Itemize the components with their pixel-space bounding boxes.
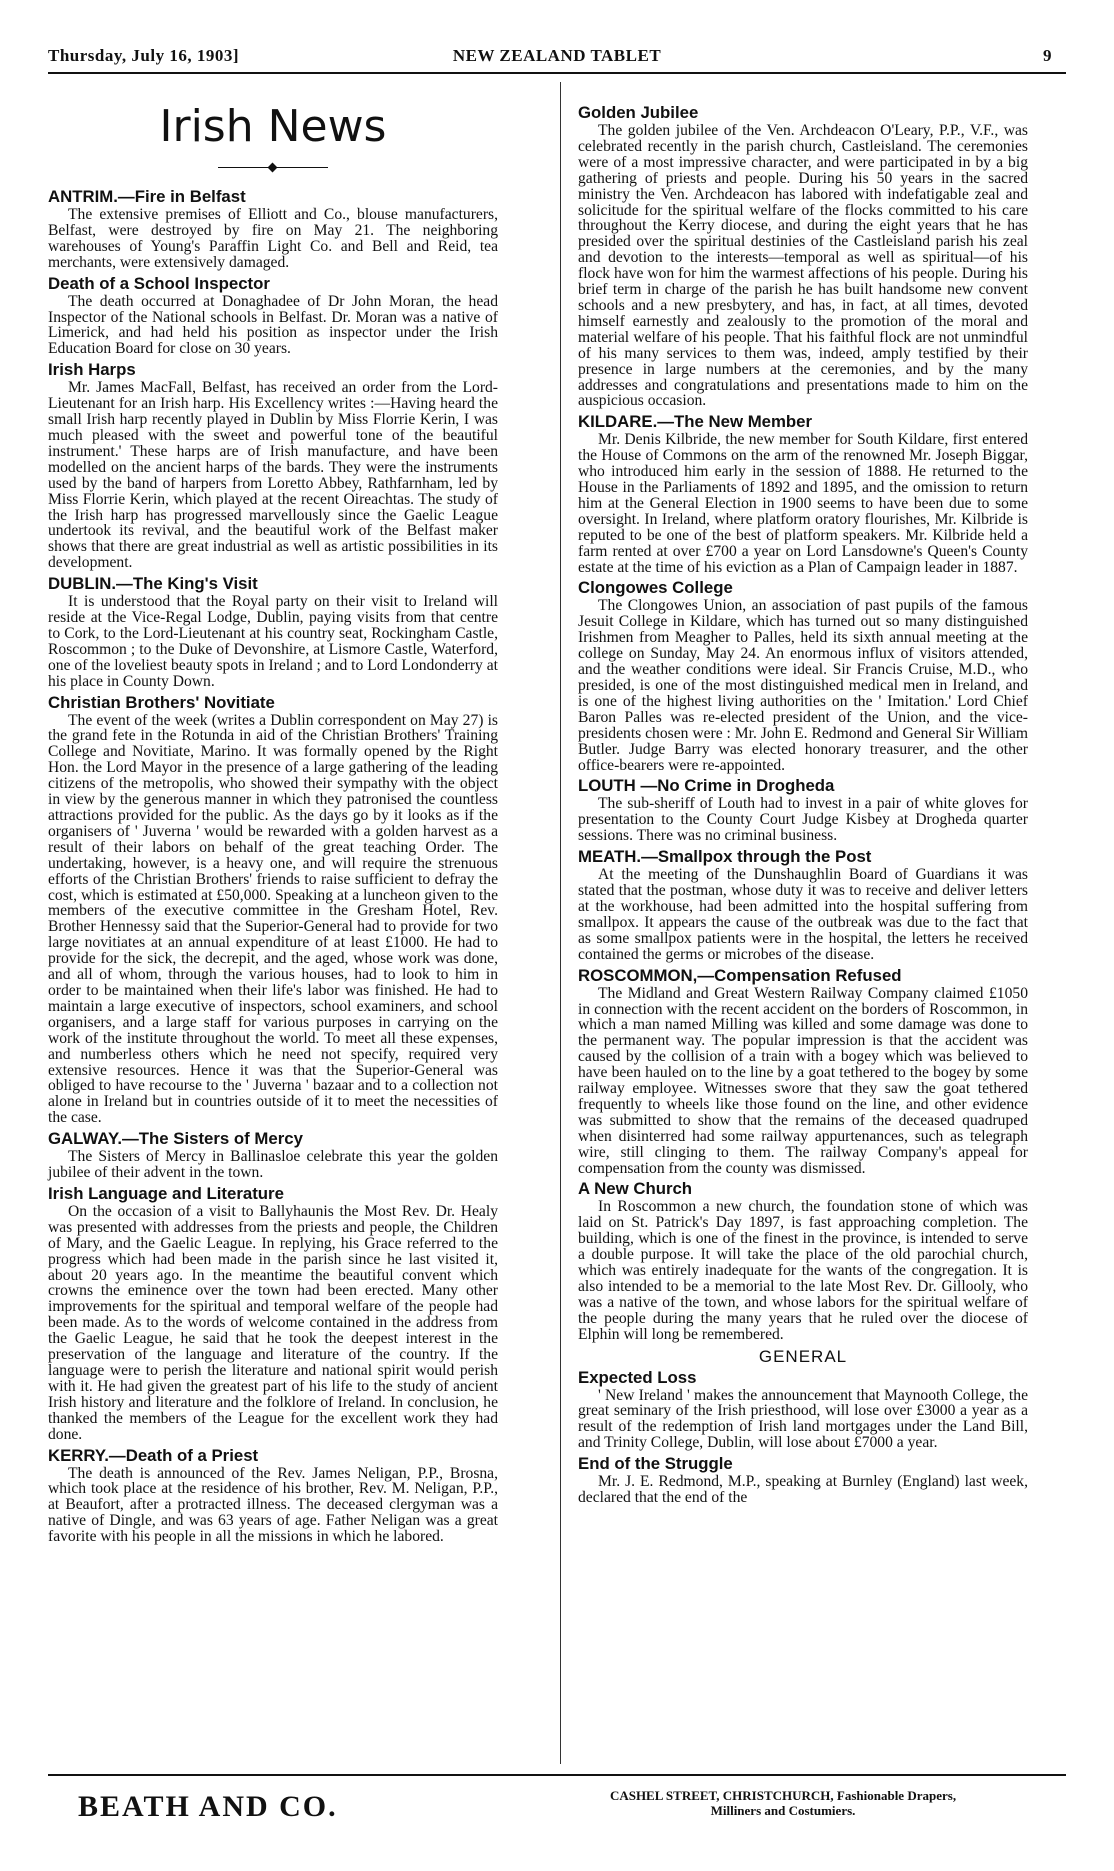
page-number: 9 (1043, 46, 1052, 65)
article-heading: DUBLIN.—The King's Visit (48, 574, 258, 594)
article-body: At the meeting of the Dunshaughlin Board of Guardians it was stated that the postman, whose duty it was to receive and deliver letters at the workhouse, had been admitted into the hospital suffering from smallpox. It appears the cause of the outbreak was due to the fact that as some smallpox patients were in the hospital, the letters he received contained the germs or microbes of the disease. (578, 866, 1028, 963)
footer-rule (48, 1774, 1066, 1776)
article-heading: GALWAY.—The Sisters of Mercy (48, 1129, 303, 1149)
article-heading: ROSCOMMON,—Compensation Refused (578, 965, 902, 985)
article-heading: KERRY.—Death of a Priest (48, 1445, 259, 1465)
article (48, 575, 498, 689)
article (48, 1130, 498, 1181)
article (578, 1369, 1028, 1452)
issue-date: Thursday, July 16, 1903] (48, 46, 240, 65)
article (48, 361, 498, 571)
article-heading: End of the Struggle (578, 1454, 733, 1474)
column-divider (560, 82, 561, 1764)
article (578, 777, 1028, 844)
article-heading: A New Church (578, 1179, 693, 1199)
article (48, 1447, 498, 1546)
article (578, 104, 1028, 409)
left-column (48, 82, 498, 1545)
article-body: It is understood that the Royal party on their visit to Ireland will reside at the Vice-Regal Lodge, Dublin, paying visits from that centre to Cork, to the Lord-Lieutenant at his country seat, Rockingham Castle, Roscommon ; to the Duke of Devonshire, at Lismore Castle, Waterford, one of the loveliest beauty spots in Ireland ; and to Lord Londonderry at his place in County Down. (48, 593, 498, 690)
article-heading: LOUTH —No Crime in Drogheda (578, 776, 835, 796)
article-body: Mr. Denis Kilbride, the new member for South Kildare, first entered the House of Commons on the arm of the renowned Mr. Joseph Biggar, who introduced him early in the session of 1888. He returned to the House in the Parliaments of 1892 and 1895, and the omission to return him at the General Election in 1900 seems to have been due to some oversight. In Ireland, where platform oratory flourishes, Mr. Kilbride is reputed to be one of the best of platform speakers. Mr. Kilbride held a farm rented at over £700 a year on Lord Lansdowne's Queen's County estate at the time of his eviction as a Plan of Campaign leader in 1887. (578, 431, 1028, 576)
article-heading: Expected Loss (578, 1367, 697, 1387)
article (48, 1185, 498, 1443)
article-heading: ANTRIM.—Fire in Belfast (48, 187, 246, 206)
article-body: The Clongowes Union, an association of past pupils of the famous Jesuit College in Kildare, which has turned out so many distinguished Irishmen from Meagher to Palles, held its sixth annual meeting at the college on Sunday, May 24. An enormous influx of visitors attended, and the weather conditions were ideal. Sir Francis Cruise, M.D., who presided, is one of the most distinguished medical men in Ireland, and is one of the highest living authorities on the ' Imitation.' Lord Chief Baron Palles was re-elected president of the Union, and the vice-presidents chosen were : Mr. John E. Redmond and General Sir William Butler. Judge Barry was elected honorary treasurer, and the other office-bearers were re-appointed. (578, 597, 1028, 774)
article (48, 275, 498, 358)
article (578, 1180, 1028, 1342)
article (48, 188, 498, 271)
publication-title: NEW ZEALAND TABLET (452, 46, 662, 65)
article (578, 1455, 1028, 1506)
address-line: CASHEL STREET, CHRISTCHURCH, Fashionable Drapers, (609, 1788, 957, 1803)
article (578, 848, 1028, 962)
footer-advertisement (48, 1782, 1066, 1832)
article-body: On the occasion of a visit to Ballyhaunis the Most Rev. Dr. Healy was presented with addresses from the priests and people, the Children of Mary, and the Gaelic League. In replying, his Grace referred to the progress which had been made in the parish since he last visited it, about 20 years ago. In the meantime the beautiful convent which crowns the eminence over the town had been erected. Many other improvements for the spiritual and temporal welfare of the people had been made. As to the words of welcome contained in the address from the Gaelic League, he said that he took the deepest interest in the preservation of the language and literature of the country. If the language were to perish the literature and national spirit would perish with it. He had given the greatest part of his life to the study of ancient Irish history and literature and the folklore of Ireland. In conclusion, he thanked the members of the League for the excellent work they had done. (48, 1202, 498, 1443)
article-body: ' New Ireland ' makes the announcement that Maynooth College, the great seminary of the Irish priesthood, will lose over £3000 a year as a result of the redemption of Irish land mortgages under the Land Bill, and Trinity College, Dublin, will lose about £7000 a year. (578, 1386, 1028, 1452)
article-body: The death occurred at Donaghadee of Dr John Moran, the head Inspector of the National schools in Belfast. Dr. Moran was a native of Limerick, and had held his position as inspector under the Irish Education Board for close on 30 years. (48, 292, 498, 358)
advertiser-address (528, 1788, 1038, 1818)
article-body: The Midland and Great Western Railway Company claimed £1050 in connection with the recent accident on the borders of Roscommon, in which a man named Milling was killed and some damage was done to the permanent way. The popular impression is that the accident was caused by the collision of a train with a bogey which was believed to have been hauled on to the line by a goat tethered to the bogey by some railway employee. Witnesses swore that they saw the goat tethered frequently to wheels like those found on the line, and other evidence was submitted to show that the remains of the deceased quadruped when disinterred had some railway appurtenances, such as telegraph wire, still clinging to them. The railway Company's appeal for compensation from the county was dismissed. (578, 984, 1028, 1177)
right-column (578, 100, 1028, 1506)
article-body: Mr. James MacFall, Belfast, has received an order from the Lord-Lieutenant for an Irish harp. His Excellency writes :—Having heard the small Irish harp recently played in Dublin by Miss Florrie Kerin, I was much pleased with the sweet and powerful tone of the beautiful instrument.' These harps are of Irish manufacture, and have been modelled on the ancient harps of the bards. They were the instruments used by the band of harpers from Loretto Abbey, Rathfarnham, led by Miss Florrie Kerin, which played at the recent Oireachtas. The study of the Irish harp has progressed marvellously since the Gaelic League undertook its revival, and the beautiful work of the Belfast maker shows that there are great industrial as well as artistic possibilities in its development. (48, 379, 498, 572)
article (578, 579, 1028, 773)
article-body: The extensive premises of Elliott and Co., blouse manufacturers, Belfast, were destroyed by fire on May 21. The neighboring warehouses of Young's Paraffin Light Co. and Bell and Reid, tea merchants, were extensively damaged. (48, 206, 498, 271)
article (578, 967, 1028, 1177)
title-ornament (218, 162, 328, 174)
page-title: Irish News (159, 101, 387, 152)
header-rule (48, 72, 1066, 74)
article (578, 413, 1028, 575)
article-heading: Death of a School Inspector (48, 273, 270, 293)
article-body: Mr. J. E. Redmond, M.P., speaking at Burnley (England) last week, declared that the end of the (578, 1473, 1028, 1507)
page-header (48, 44, 1066, 72)
section-heading-general: GENERAL (758, 1346, 848, 1366)
article-body: The Sisters of Mercy in Ballinasloe celebrate this year the golden jubilee of their advent in the town. (48, 1148, 498, 1182)
article-heading: Christian Brothers' Novitiate (48, 692, 275, 712)
article-body: The event of the week (writes a Dublin correspondent on May 27) is the grand fete in the Rotunda in aid of the Christian Brothers' Training College and Novitiate, Marino. It was formally opened by the Right Hon. the Lord Mayor in the presence of a large gathering of the leading citizens of the metropolis, who showed their sympathy with the object in view by the generous manner in which they patronised the countless attractions provided for the public. As the days go by it looks as if the organisers of ' Juverna ' would be rewarded with a golden harvest as a result of their labors on behalf of the great teaching Order. The undertaking, however, is a heavy one, and will require the strenuous efforts of the Christian Brothers' friends to raise sufficient to defray the cost, which is estimated at £50,000. Speaking at a luncheon given to the members of the executive committee in the Gresham Hotel, Rev. Brother Hennessy said that the Superior-General had to provide for two large novitiates at an annual expenditure of at least £1000. He had to provide for the sick, the decrepit, and the aged, whose work was done, and all of whom, through the various houses, had to look to him in order to be maintained when their life's labor was finished. He had to maintain a large executive of inspectors, school examiners, and school organisers, and a large staff for various purposes in carrying on the work of the institute throughout the world. To meet all these expenses, and numberless others which he need not specify, required very extensive resources. Hence it was that the Superior-General was obliged to have recourse to the ' Juverna ' bazaar and to a collection not alone in Ireland but in countries outside of it to meet the necessities of the case. (48, 711, 498, 1127)
address-line: Milliners and Costumiers. (710, 1803, 856, 1818)
article-body: The death is announced of the Rev. James Neligan, P.P., Brosna, which took place at the residence of his brother, Rev. M. Neligan, P.P., at Beaufort, after a protracted illness. The deceased clergyman was a native of Dingle, and was 63 years of age. Father Neligan was a great favorite with his people in all the missions in which he labored. (48, 1464, 498, 1546)
article-heading: Irish Harps (48, 360, 136, 380)
article-heading: Golden Jubilee (578, 103, 699, 122)
advertiser-name: BEATH AND CO. (78, 1790, 338, 1823)
article-heading: Irish Language and Literature (48, 1183, 284, 1203)
article (48, 694, 498, 1127)
article-body: In Roscommon a new church, the foundation stone of which was laid on St. Patrick's Day 1897, is fast approaching completion. The building, which is one of the finest in the province, is intended to serve a double purpose. It will take the place of the old parochial church, which was entirely inadequate for the wants of the congregation. It is also intended to be a memorial to the late Most Rev. Dr. Gillooly, who was a native of the town, and whose labors for the spiritual welfare of the people during the many years that he ruled over the diocese of Elphin will long be remembered. (578, 1198, 1028, 1343)
article-heading: Clongowes College (578, 578, 733, 598)
article-body: The sub-sheriff of Louth had to invest in a pair of white gloves for presentation to the County Court Judge Kisbey at Drogheda quarter sessions. There was no criminal business. (578, 795, 1028, 845)
article-body: The golden jubilee of the Ven. Archdeacon O'Leary, P.P., V.F., was celebrated recently in the parish church, Castleisland. The ceremonies were of a most impressive character, and were participated in by a big gathering of priests and people. During his 50 years in the sacred ministry the Ven. Archdeacon has labored with indefatigable zeal and solicitude for the spiritual welfare of the flocks committed to his care throughout the Kerry diocese, and during the eight years that he has presided over the spiritual destinies of the Castleisland parish his zeal and devotion to the interests—temporal as well as spiritual—of his flock have won for him the warmest affections of his people. During his brief term in charge of the parish he has built handsome new convent schools and a new presbytery, and has, in fact, at all times, devoted himself earnestly and zealously to the promotion of the moral and material welfare of his people. That his faithful flock are not unmindful of his many services to them was, indeed, amply testified by their presence in large numbers at the ceremonies, and by the many addresses and congratulations and presentations made to him on the auspicious occasion. (578, 122, 1028, 410)
article-heading: KILDARE.—The New Member (578, 412, 813, 432)
article-heading: MEATH.—Smallpox through the Post (578, 847, 872, 867)
